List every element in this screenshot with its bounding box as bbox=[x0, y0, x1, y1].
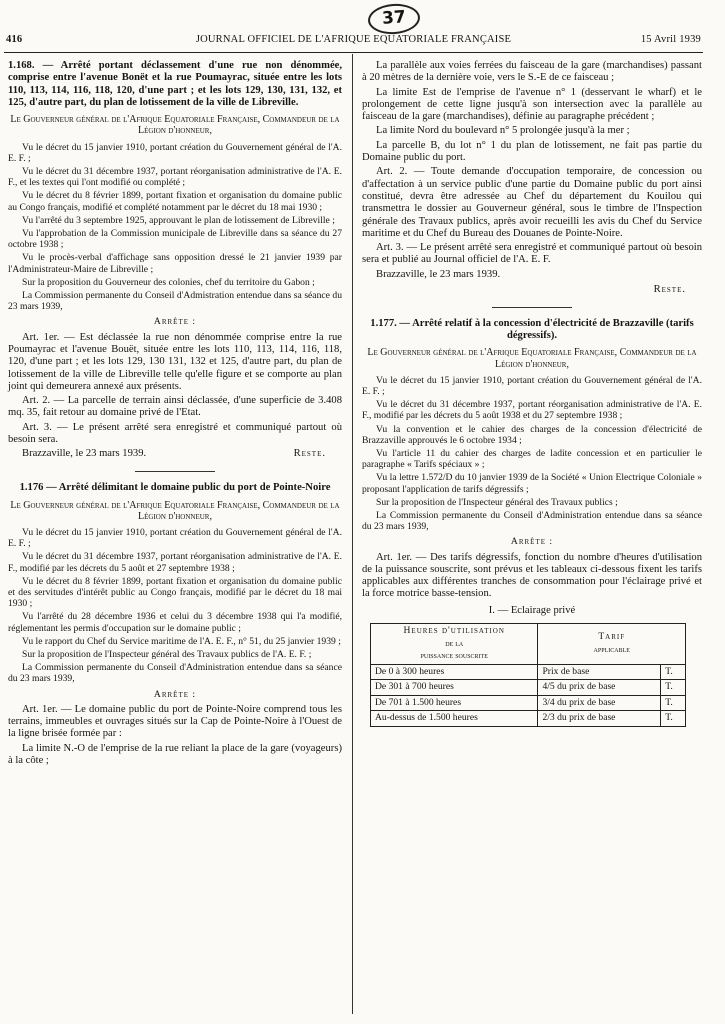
left-column bbox=[8, 60, 342, 769]
visa: Vu le décret du 8 février 1899, portant fixation et organisation du domaine public au Congo français, modifié et complété notamment par le décret du 18 mai 1930 ; bbox=[8, 190, 342, 213]
tarif-cell: 3/4 du prix de base bbox=[538, 695, 661, 711]
table-row bbox=[371, 711, 686, 727]
arrete-label: Arrête : bbox=[510, 536, 554, 548]
unit-cell: T. bbox=[661, 711, 686, 727]
signatory: Reste. bbox=[653, 283, 686, 295]
visa: Vu le décret du 31 décembre 1937, portant réorganisation administrative de l'A. E. F., modifié par les décrets du 5 août 1938 et du 27 septembre 1938 ; bbox=[362, 399, 702, 422]
tarif-cell: 4/5 du prix de base bbox=[538, 680, 661, 696]
arrete-label: Arrête : bbox=[153, 316, 197, 328]
table-row bbox=[371, 680, 686, 696]
arrete-1177-title: 1.177. — Arrêté relatif à la concession d'électricité de Brazzaville (tarifs dégressifs). bbox=[370, 317, 694, 342]
unit-cell: T. bbox=[661, 695, 686, 711]
table-row bbox=[371, 695, 686, 711]
journal-title: JOURNAL OFFICIEL DE L'AFRIQUE EQUATORIALE FRANÇAISE bbox=[195, 34, 512, 45]
article-continuation: La limite Nord du boulevard n° 5 prolongée jusqu'à la mer ; bbox=[376, 125, 630, 137]
visa: Vu l'arrêté du 3 septembre 1925, approuvant le plan de lotissement de Libreville ; bbox=[22, 214, 335, 226]
table-header-row bbox=[371, 624, 686, 665]
visa: Vu l'approbation de la Commission municipale de Libreville dans sa séance du 27 octobre 1938 ; bbox=[8, 228, 342, 251]
section-heading: I. — Eclairage privé bbox=[488, 604, 576, 616]
hours-cell: Au-dessus de 1.500 heures bbox=[371, 711, 538, 727]
article: Art. 2. — Toute demande d'occupation temporaire, de concession ou d'affectation à un service public d'une partie du Domaine public du port ainsi constitué, devra être adressée au Chef du département du Kouilou qui transmettra le dossier au Gouverneur général, sous le timbre de l'Inspection générale des Travaux publics, après avoir recueilli les avis du Chef du Service maritime et du Chef du Bureau des Douanes de Pointe-Noire. bbox=[362, 166, 702, 239]
page-number: 416 bbox=[6, 34, 23, 45]
issue-date: 15 Avril 1939 bbox=[640, 34, 701, 45]
visa: Vu le décret du 15 janvier 1910, portant création du Gouvernement général de l'A. E. F. ; bbox=[362, 374, 702, 397]
place-date: Brazzaville, le 23 mars 1939. bbox=[22, 448, 147, 460]
header-rule bbox=[4, 52, 703, 53]
signature-line bbox=[8, 448, 342, 461]
unit-cell: T. bbox=[661, 664, 686, 680]
visa: Vu la convention et le cahier des charges de la concession d'électricité de Brazzaville approuvés le 6 octobre 1934 ; bbox=[362, 423, 702, 446]
visa: La Commission permanente du Conseil d'Admistration entendue dans sa séance du 23 mars 1939, bbox=[8, 290, 342, 313]
right-column bbox=[362, 60, 702, 727]
article: La limite N.-O de l'emprise de la rue reliant la place de la gare (voyageurs) à la côte ; bbox=[8, 742, 342, 767]
signatory: Reste. bbox=[293, 448, 326, 460]
column-header-tarif: Tarif applicable bbox=[538, 624, 686, 665]
section-separator bbox=[135, 471, 215, 472]
visa: Vu l'arrêté du 28 décembre 1936 et celui du 3 décembre 1938 qui l'a modifié, réglementant les permis d'occupation sur le domaine public ; bbox=[8, 611, 342, 634]
table-row bbox=[371, 664, 686, 680]
hours-cell: De 0 à 300 heures bbox=[371, 664, 538, 680]
visa: Vu le décret du 15 janvier 1910, portant création du Gouvernement général de l'A. E. F. ; bbox=[8, 141, 342, 164]
arrete-1176-governor: Le Gouverneur général de l'Afrique Equatoriale Française, Commandeur de la Légion d'honneur, bbox=[10, 499, 340, 522]
visa: Sur la proposition du Gouverneur des colonies, chef du territoire du Gabon ; bbox=[22, 276, 315, 288]
visa: La Commission permanente du Conseil d'Administration entendue dans sa séance du 23 mars 1939, bbox=[8, 662, 342, 685]
hours-cell: De 301 à 700 heures bbox=[371, 680, 538, 696]
article: Art. 2. — La parcelle de terrain ainsi déclassée, d'une superficie de 3.408 mq. 35, fait retour au domaine privé de l'Etat. bbox=[8, 395, 342, 419]
visa: Vu le rapport du Chef du Service maritime de l'A. E. F., n° 51, du 25 janvier 1939 ; bbox=[22, 635, 341, 647]
visa: La Commission permanente du Conseil d'Administration entendue dans sa séance du 23 mars 1939, bbox=[362, 509, 702, 533]
visa: Vu le décret du 31 décembre 1937, portant réorganisation administrative de l'A. E. F., modifié par les décrets du 5 août et 27 septembre 1938 ; bbox=[8, 551, 342, 574]
arrete-1177-governor: Le Gouverneur général de l'Afrique Equatoriale Française, Commandeur de la Légion d'honneur, bbox=[367, 347, 697, 370]
article: Art. 3. — Le présent arrêté sera enregistré et communiqué partout où besoin sera. bbox=[8, 421, 342, 446]
place-date: Brazzaville, le 23 mars 1939. bbox=[376, 268, 501, 280]
article: Art. 1er. — Est déclassée la rue non dénommée comprise entre la rue Poumayrac et l'avenue Bouët, située entre les lots 110, 113, 114, 116, 118, 120, d'une part ; et les lots 129, 130 131, 132 et 125, d'autre part, du plan de lotissement de la ville de Libreville telle qu'elle figure et se comporte au plan joint qui demeurera annexé aux présents. bbox=[8, 331, 342, 392]
hours-cell: De 701 à 1.500 heures bbox=[371, 695, 538, 711]
visa: Vu la lettre 1.572/D du 10 janvier 1939 de la Société « Union Electrique Coloniale » proposant l'application de tarifs dégressifs ; bbox=[362, 472, 702, 495]
column-divider bbox=[352, 54, 353, 1014]
visa: Vu le décret du 31 décembre 1937, portant réorganisation administrative de l'A. E. F., et les textes qui l'ont modifié ou complété ; bbox=[8, 166, 342, 189]
article: Art. 3. — Le présent arrêté sera enregistré et communiqué partout où besoin sera et publié au Journal officiel de l'A. E. F. bbox=[362, 242, 702, 266]
archive-stamp: 37 bbox=[367, 2, 421, 36]
arrete-1176-title: 1.176 — Arrêté délimitant le domaine public du port de Pointe-Noire bbox=[19, 482, 331, 494]
arrete-label: Arrête : bbox=[153, 688, 197, 700]
signature-line bbox=[362, 284, 702, 297]
article-continuation: La limite Est de l'emprise de l'avenue n° 1 (desservant le wharf) et le prolongement de cette ligne jusqu'à son intersection avec la parallèle au faisceau de la gare (marchandises), définie au paragraphe précédent ; bbox=[362, 86, 702, 123]
article: Art. 1er. — Le domaine public du port de Pointe-Noire comprend tous les terrains, immeubles et ouvrages situés sur la Cap de Pointe-Noire à l'Ouest de la ligne brisée formée par : bbox=[8, 703, 342, 740]
visa: Sur la proposition de l'Inspecteur général des Travaux publics ; bbox=[376, 496, 618, 508]
article-continuation: La parallèle aux voies ferrées du faisceau de la gare (marchandises) passant à 20 mètres de la dernière voie, vers le S.-E de ce faisceau ; bbox=[362, 60, 702, 84]
unit-cell: T. bbox=[661, 680, 686, 696]
visa: Vu le décret du 15 janvier 1910, portant création du Gouvernement général de l'A. E. F. ; bbox=[8, 527, 342, 550]
visa: Vu l'article 11 du cahier des charges de ladite concession et en particulier le paragraphe « Tarifs spéciaux » ; bbox=[362, 447, 702, 471]
signature-line bbox=[362, 269, 702, 282]
arrete-1168-governor: Le Gouverneur général de l'Afrique Equatoriale Française, Commandeur de la Légion d'honneur, bbox=[10, 114, 340, 137]
article-continuation: La parcelle B, du lot n° 1 du plan de lotissement, ne fait pas partie du Domaine public du port. bbox=[362, 139, 702, 164]
tarif-cell: Prix de base bbox=[538, 664, 661, 680]
visa: Vu le procès-verbal d'affichage sans opposition dressé le 21 janvier 1939 par l'Administrateur-Maire de Libreville ; bbox=[8, 252, 342, 275]
column-header-hours: Heures d'utilisation de la puissance souscrite bbox=[371, 624, 538, 665]
article: Art. 1er. — Des tarifs dégressifs, fonction du nombre d'heures d'utilisation de la puissance souscrite, sont prévus et les tableaux ci-dessous fixent les tarifs applicables aux différentes tranches de consommation pour l'éclairage privé et la force motrice basse-tension. bbox=[362, 551, 702, 600]
tarif-cell: 2/3 du prix de base bbox=[538, 711, 661, 727]
tarif-table bbox=[370, 623, 686, 727]
visa: Vu le décret du 8 février 1899, portant fixation et organisation du domaine public et des servitudes d'intérêt public au Congo français, modifié par le décret du 18 mai 1930 ; bbox=[8, 575, 342, 610]
visa: Sur la proposition de l'Inspecteur général des Travaux publics de l'A. E. F. ; bbox=[22, 649, 312, 661]
page-header bbox=[6, 34, 701, 50]
section-separator bbox=[492, 307, 572, 308]
arrete-1168-title: 1.168. — Arrêté portant déclassement d'une rue non dénommée, comprise entre l'avenue Bonët et la rue Poumayrac, située entre les lots 110, 113, 114, 116, 118, 120, d'une part ; et les lots 129, 130, 131, 132, et 125, d'autre part, du plan de lotissement de la ville de Libreville. bbox=[8, 60, 342, 108]
